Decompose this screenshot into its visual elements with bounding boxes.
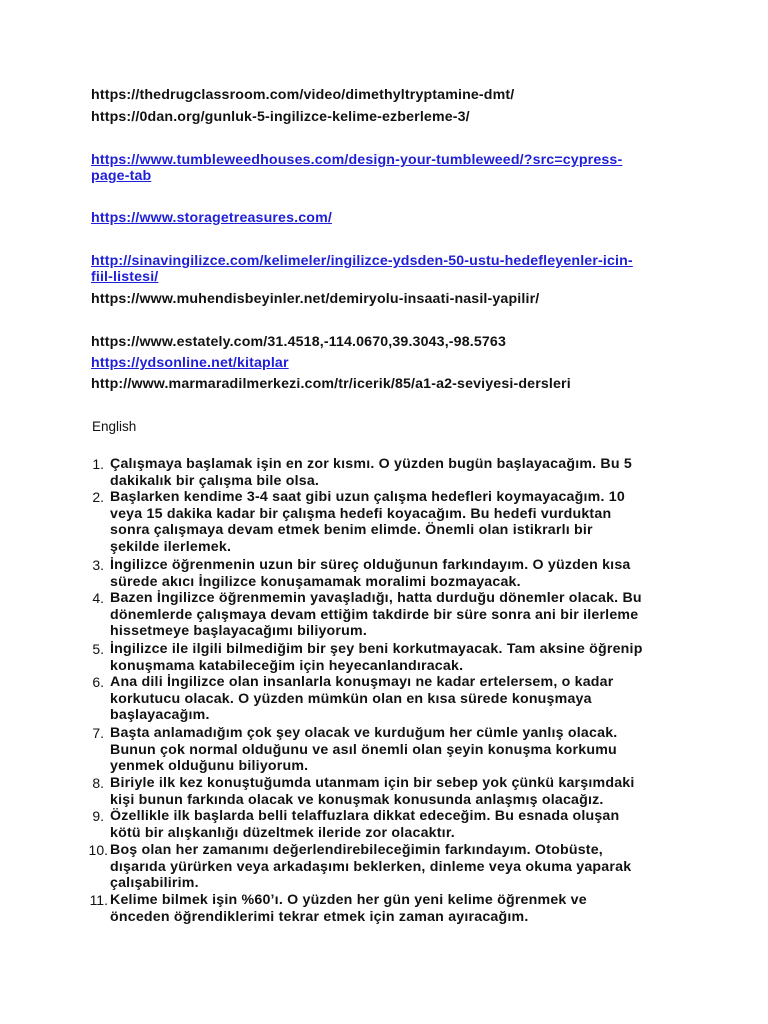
link-sinavingilizce-line-2[interactable]: fiil-listesi/ (91, 269, 159, 285)
list-item-9-line-2: kötü bir alışkanlığı düzeltmek ileride zor olacaktır. (110, 824, 455, 841)
list-number-3: 3. (92, 557, 104, 573)
list-item-5-line-2: konuşmama katabileceğim için heyecanlandıracak. (110, 657, 464, 674)
list-item-10-line-3: çalışabilirim. (110, 875, 199, 892)
list-item-6 (110, 674, 690, 724)
list-item-11 (110, 892, 690, 925)
list-item-11-line-1: Kelime bilmek işin %60’ı. O yüzden her gün yeni kelime öğrenmek ve (110, 892, 587, 908)
list-item-3 (110, 557, 690, 590)
url-0dan: https://0dan.org/gunluk-5-ingilizce-kelime-ezberleme-3/ (91, 109, 470, 125)
list-item-6-line-3: başlayacağım. (110, 707, 210, 724)
list-number-2: 2. (92, 489, 104, 505)
list-item-1-line-2: dakikalık bir çalışma bile olsa. (110, 472, 320, 489)
link-storagetreasures[interactable]: https://www.storagetreasures.com/ (91, 210, 332, 226)
list-item-6-line-1: Ana dili İngilizce olan insanlarla konuşmayı ne kadar ertelersem, o kadar (110, 674, 614, 690)
list-number-4: 4. (92, 590, 104, 606)
list-item-6-line-2: korkutucu olacak. O yüzden mümkün olan en kısa sürede konuşmaya (110, 690, 592, 707)
section-heading-english: English (92, 419, 137, 434)
list-item-9 (110, 808, 690, 841)
list-item-8 (110, 775, 690, 808)
list-item-2-line-2: veya 15 dakika kadar bir çalışma hedefi koyacağım. Bu hedefi vurduktan (110, 505, 612, 522)
list-item-7-line-2: Bunun çok normal olduğunu ve asıl önemli olan şeyin konuşma korkumu (110, 741, 617, 758)
list-item-10-line-1: Boş olan her zamanımı değerlendirebileceğimin farkındayım. Otobüste, (110, 842, 603, 858)
list-item-1 (110, 456, 690, 489)
list-item-2-line-1: Başlarken kendime 3-4 saat gibi uzun çalışma hedefleri koymayacağım. 10 (110, 489, 625, 505)
list-item-10 (110, 842, 690, 892)
list-item-9-line-1: Özellikle ilk başlarda belli telaffuzlara dikkat edeceğim. Bu esnada oluşan (110, 808, 620, 824)
list-item-5-line-1: İngilizce ile ilgili bilmediğim bir şey beni korkutmayacak. Tam aksine öğrenip (110, 641, 643, 657)
list-item-7 (110, 725, 690, 775)
list-item-2-line-3: sonra çalışmaya devam etmek benim elimde. Önemli olan istikrarlı bir (110, 522, 593, 539)
list-number-1: 1. (92, 456, 104, 472)
list-item-2-line-4: şekilde ilerlemek. (110, 538, 232, 555)
list-item-3-line-1: İngilizce öğrenmenin uzun bir süreç olduğunun farkındayım. O yüzden kısa (110, 557, 631, 573)
list-number-10: 10. (88, 842, 108, 858)
list-number-5: 5. (92, 641, 104, 657)
list-item-11-line-2: önceden öğrendiklerimi tekrar etmek için zaman ayıracağım. (110, 908, 529, 925)
list-item-8-line-2: kişi bunun farkında olacak ve konuşmak konusunda anlaşmış olacağız. (110, 791, 604, 808)
url-muhendisbeyinler: https://www.muhendisbeyinler.net/demiryolu-insaati-nasil-yapilir/ (91, 291, 540, 307)
url-estately: https://www.estately.com/31.4518,-114.0670,39.3043,-98.5763 (91, 334, 507, 350)
list-item-8-line-1: Biriyle ilk kez konuştuğumda utanmam için bir sebep yok çünkü karşımdaki (110, 775, 635, 791)
list-item-4-line-1: Bazen İngilizce öğrenmemin yavaşladığı, hatta durduğu dönemler olacak. Bu (110, 590, 642, 606)
list-item-3-line-2: sürede akıcı İngilizce konuşamamak moralimi bozmayacak. (110, 573, 521, 590)
list-number-11: 11. (89, 892, 108, 908)
link-tumbleweedhouses-line-2[interactable]: page-tab (91, 168, 152, 184)
list-number-9: 9. (92, 808, 104, 824)
url-thedrugclassroom: https://thedrugclassroom.com/video/dimethyltryptamine-dmt/ (91, 87, 515, 103)
list-number-8: 8. (92, 775, 104, 791)
link-ydsonline[interactable]: https://ydsonline.net/kitaplar (91, 355, 289, 371)
link-sinavingilizce-line-1[interactable]: http://sinavingilizce.com/kelimeler/ingilizce-ydsden-50-ustu-hedefleyenler-icin- (91, 253, 633, 269)
list-item-4-line-2: dönemlerde çalışmaya devam ettiğim takdirde bir süre sonra ani bir ilerleme (110, 606, 639, 623)
list-item-7-line-3: yenmek olduğunu biliyorum. (110, 758, 309, 775)
list-item-2 (110, 489, 690, 555)
list-item-1-line-1: Çalışmaya başlamak işin en zor kısmı. O yüzden bugün başlayacağım. Bu 5 (110, 456, 632, 472)
url-marmaradilmerkezi: http://www.marmaradilmerkezi.com/tr/icerik/85/a1-a2-seviyesi-dersleri (91, 376, 571, 392)
list-item-10-line-2: dışarıda yürürken veya arkadaşımı beklerken, dinleme veya okuma yaparak (110, 858, 632, 875)
list-item-4 (110, 590, 690, 640)
list-number-7: 7. (92, 725, 104, 741)
list-number-6: 6. (92, 674, 104, 690)
link-tumbleweedhouses-line-1[interactable]: https://www.tumbleweedhouses.com/design-your-tumbleweed/?src=cypress- (91, 152, 623, 168)
list-item-5 (110, 641, 690, 674)
list-item-7-line-1: Başta anlamadığım çok şey olacak ve kurduğum her cümle yanlış olacak. (110, 725, 618, 741)
list-item-4-line-3: hissetmeye başlayacağımı biliyorum. (110, 623, 367, 640)
